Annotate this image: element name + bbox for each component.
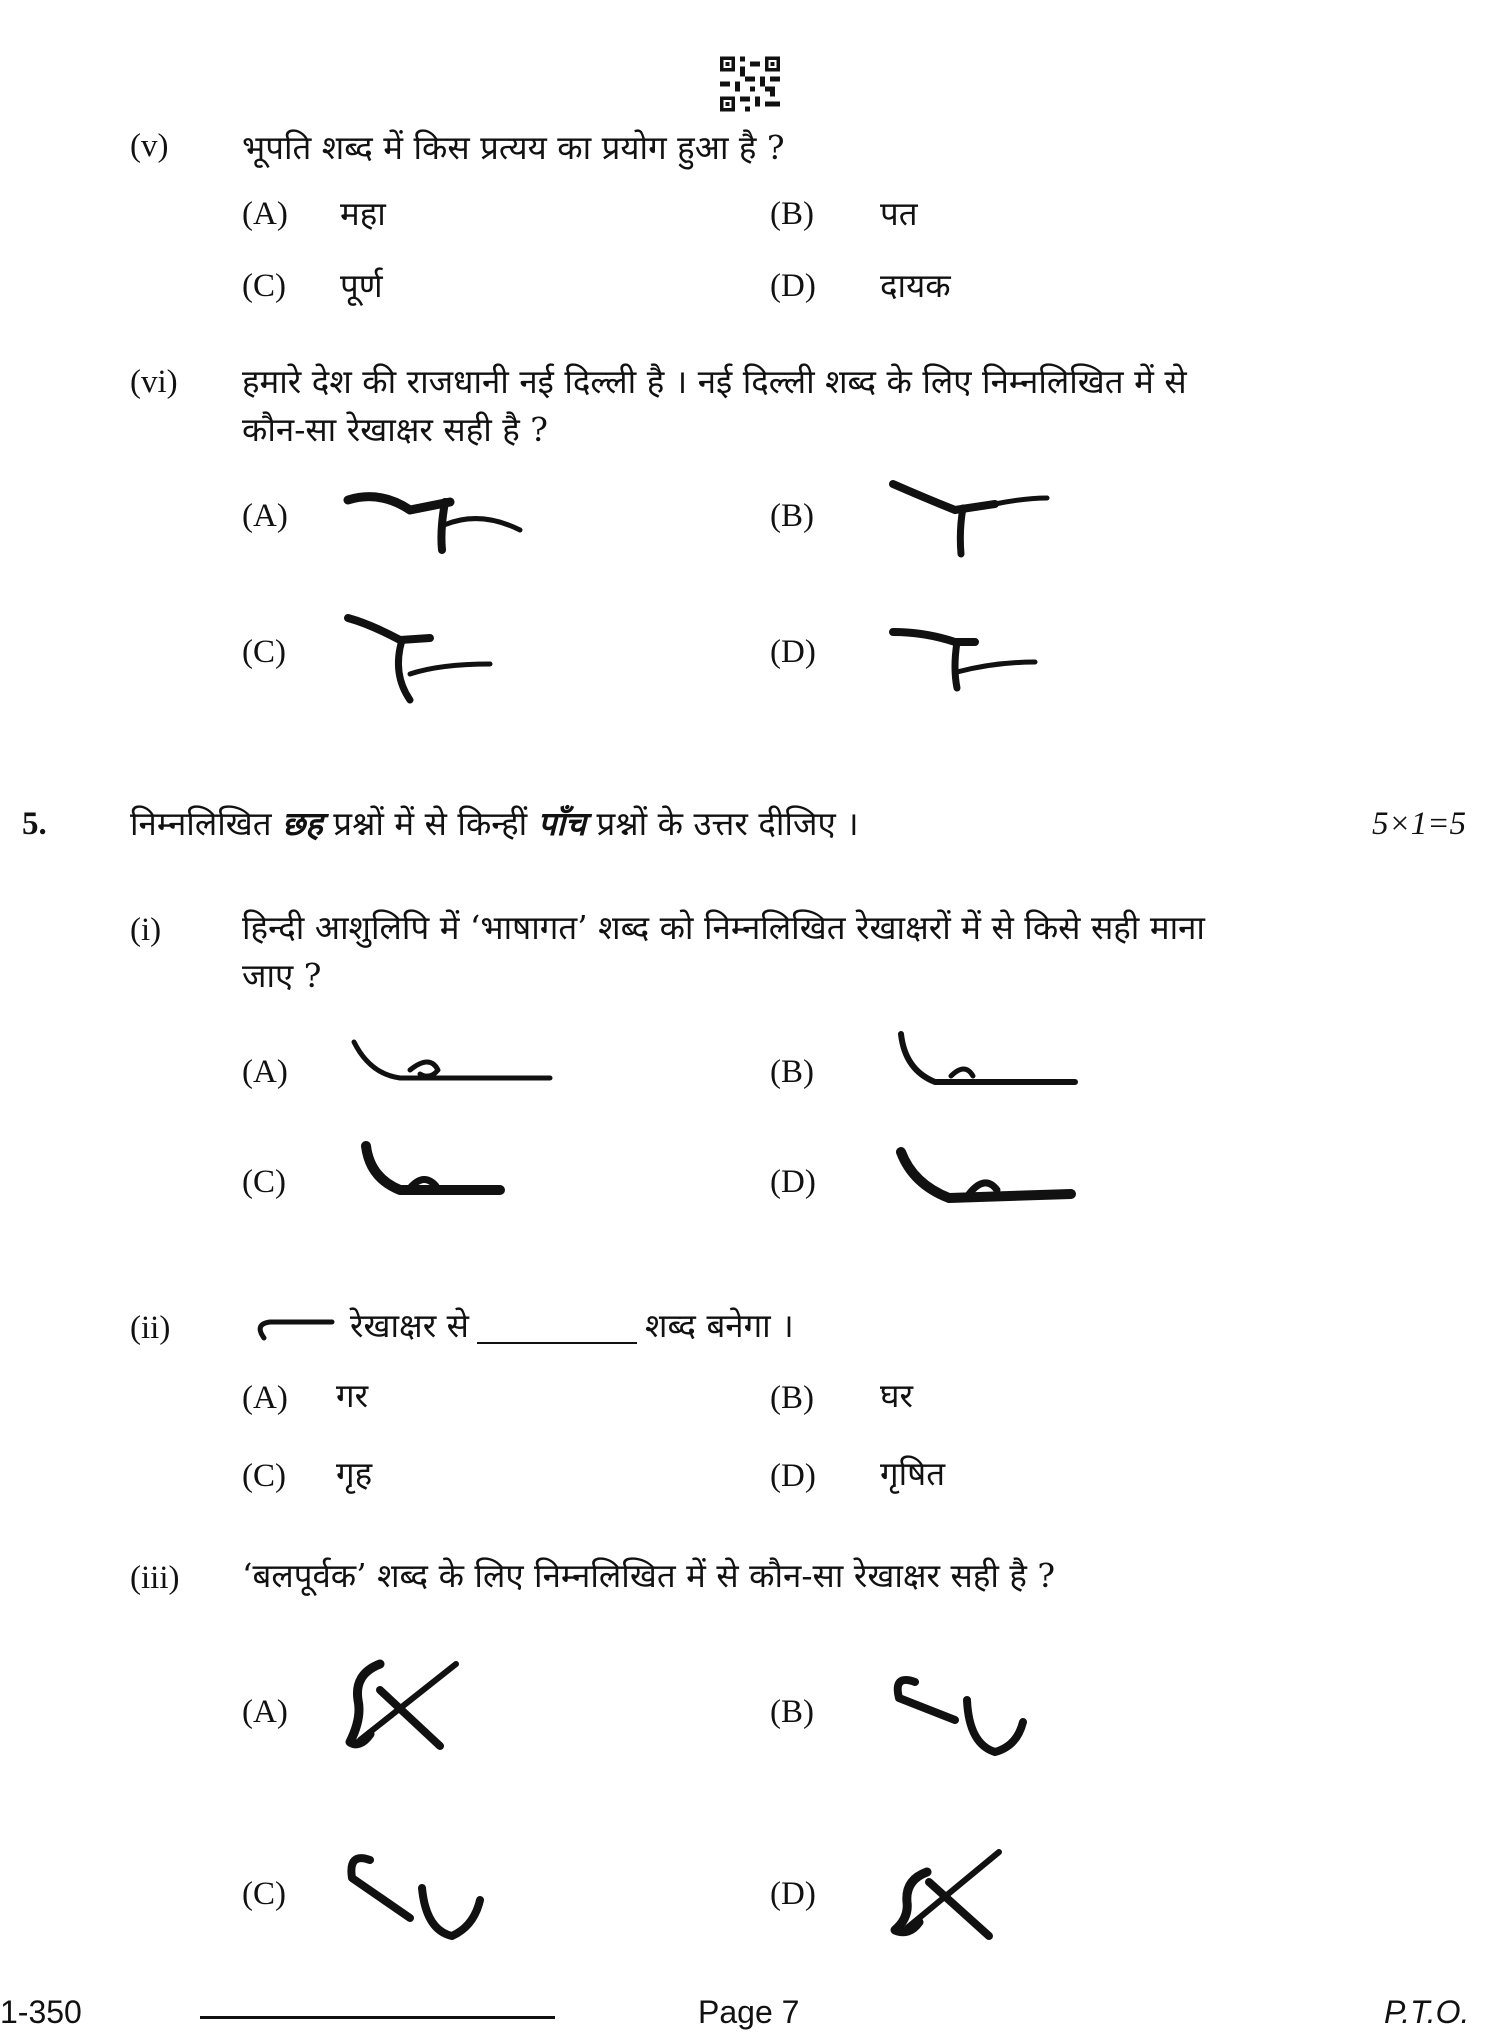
option-text: गृषित [880,1454,946,1493]
footer-divider [200,2016,555,2019]
shorthand-outline-b [885,468,1065,560]
option-label: (D) [770,634,816,670]
option-label: (D) [770,1458,816,1494]
option-label: (B) [770,1694,814,1730]
question-number: (iii) [130,1560,180,1596]
shorthand-outline-b [885,1026,1085,1106]
option-label: (D) [770,268,816,304]
option-label: (B) [770,1380,814,1416]
qr-code-icon [720,56,780,112]
option-label: (C) [242,268,286,304]
question-number: (ii) [130,1310,171,1346]
question-text [350,1304,794,1348]
question-text-part: शब्द बनेगा । [645,1306,794,1345]
option-label: (B) [770,196,814,232]
instruction-text: प्रश्नों में से किन्हीं [333,804,528,843]
shorthand-outline-d [885,1138,1085,1218]
paper-code: 1-350 [0,1994,82,2030]
instruction-emphasis: छह [282,804,323,843]
instruction-text: प्रश्नों के उत्तर दीजिए । [596,804,859,843]
shorthand-outline-c [340,1134,520,1214]
page-number: Page 7 [698,1994,800,2030]
question-number: (i) [130,912,162,948]
question-text-line: हमारे देश की राजधानी नई दिल्ली है । नई दिल्ली शब्द के लिए निम्नलिखित में से [242,362,1187,401]
shorthand-outline-inline [248,1310,338,1350]
section-instruction [130,802,859,846]
option-label: (C) [242,1164,286,1200]
question-text-line: जाए ? [242,956,322,995]
option-label: (A) [242,498,288,534]
option-label: (C) [242,634,286,670]
option-label: (C) [242,1458,286,1494]
option-text: गर [336,1376,369,1415]
shorthand-outline-c [340,1838,500,1948]
question-text: ‘बलपूर्वक’ शब्द के लिए निम्नलिखित में से कौन-सा रेखाक्षर सही है ? [242,1556,1056,1595]
pto-label: P.T.O. [1384,1994,1470,2030]
answer-blank [477,1312,637,1344]
question-number: (v) [130,128,169,164]
shorthand-outline-a [340,1030,560,1100]
shorthand-outline-a [340,470,530,560]
instruction-text: निम्नलिखित [130,804,272,843]
option-label: (A) [242,1054,288,1090]
question-number: 5. [22,806,47,842]
option-label: (A) [242,1694,288,1730]
question-number: (vi) [130,364,178,400]
shorthand-outline-c [340,604,500,708]
option-label: (B) [770,1054,814,1090]
option-label: (C) [242,1876,286,1912]
shorthand-outline-d [885,612,1045,702]
shorthand-outline-d [885,1836,1015,1946]
marks-label: 5×1=5 [1372,806,1467,842]
option-text: पत [880,194,918,233]
option-label: (D) [770,1164,816,1200]
option-label: (B) [770,498,814,534]
shorthand-outline-a [340,1650,470,1760]
option-text: दायक [880,266,951,305]
option-text: गृह [336,1454,373,1493]
question-text: भूपति शब्द में किस प्रत्यय का प्रयोग हुआ है ? [242,128,785,167]
option-text: घर [880,1376,913,1415]
option-label: (D) [770,1876,816,1912]
instruction-emphasis: पाँच [537,804,586,843]
option-label: (A) [242,196,288,232]
option-text: महा [340,194,386,233]
shorthand-outline-b [885,1656,1045,1766]
option-label: (A) [242,1380,288,1416]
question-text-part: रेखाक्षर से [350,1306,469,1345]
question-text-line: कौन-सा रेखाक्षर सही है ? [242,410,548,449]
option-text: पूर्ण [340,266,383,305]
question-text-line: हिन्दी आशुलिपि में ‘भाषागत’ शब्द को निम्नलिखित रेखाक्षरों में से किसे सही माना [242,908,1205,947]
